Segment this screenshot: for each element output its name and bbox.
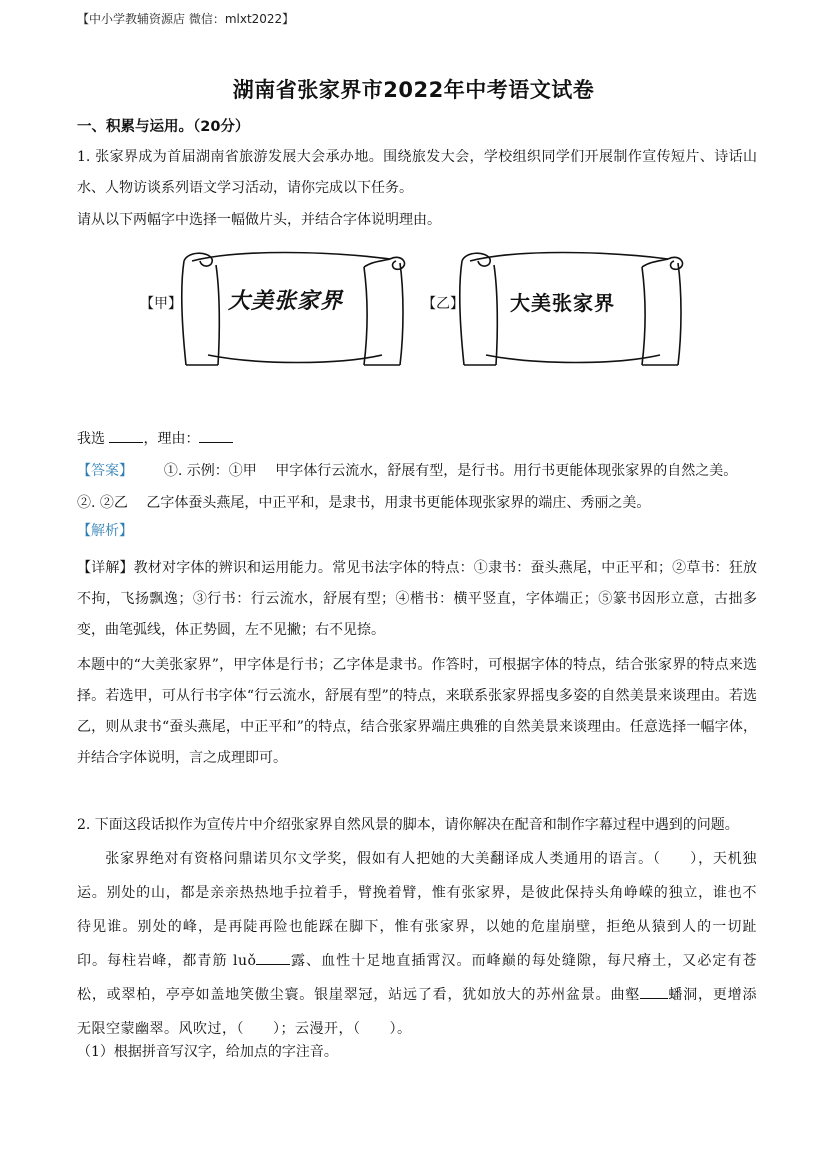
option-yi-label: 【乙】 <box>422 296 464 312</box>
passage-part-b: 露、血性十足地直插霄汉。而峰巅的每处缝隙，每尺瘠土，又必定有苍松，或翠柏，亭亭如盖地笑傲尘寰。银崖翠冠，站远了看，犹如放大的苏州盆景。曲壑 <box>77 953 758 1003</box>
page-header: 【中小学教辅资源店 微信：mlxt2022】 <box>77 12 295 26</box>
answer-line-1: ①. 示例：①甲 甲字体行云流水，舒展有型，是行书。用行书更能体现张家界的自然之美。 <box>163 463 738 479</box>
pinyin-blank[interactable] <box>256 950 290 965</box>
reason-blank[interactable] <box>199 428 233 443</box>
section-heading: 一、积累与运用。（20分） <box>77 119 250 135</box>
word-blank[interactable] <box>640 984 668 999</box>
choose-line <box>77 428 233 448</box>
scroll-jia-text: 大美张家界 <box>228 288 344 314</box>
question-1-instruction: 请从以下两幅字中选择一幅做片头，并结合字体说明理由。 <box>77 212 441 228</box>
detail-text: 教材对字体的辨识和运用能力。常见书法字体的特点：①隶书：蚕头燕尾，中正平和；②草书：狂放不拘，飞扬飘逸；③行书：行云流水，舒展有型；④楷书：横平竖直，字体端正；⑤篆书因形立意，古拙多变，曲笔弧线，体正势圆，左不见撇；右不见捺。 <box>77 560 758 638</box>
option-jia-label: 【甲】 <box>140 296 182 312</box>
exam-title: 湖南省张家界市2022年中考语文试卷 <box>232 78 595 102</box>
analysis-tag: 【解析】 <box>77 523 133 539</box>
choice-blank[interactable] <box>109 428 143 443</box>
reason-prefix: ，理由： <box>143 431 200 447</box>
answer-line-2: ②. ②乙 乙字体蚕头燕尾，中正平和，是隶书，用隶书更能体现张家界的端庄、秀丽之美。 <box>77 495 651 511</box>
passage-part-a: 张家界绝对有资格问鼎诺贝尔文学奖，假如有人把她的大美翻译成人类通用的语言。（ ），天机独运。别处的山，都是亲亲热热地手拉着手，臂挽着臂，惟有张家界，是彼此保持头角峥嵘的独立，谁也不待见谁。别处的峰，是再陡再险也能踩在脚下，惟有张家界，以她的危崖崩壁，拒绝从猿到人的一切趾印。每柱岩峰，都青筋 luǒ <box>77 851 757 969</box>
question-1-stem: 1. 张家界成为首届湖南省旅游发展大会承办地。围绕旅发大会，学校组织同学们开展制作宣传短片、诗话山水、人物访谈系列语文学习活动，请你完成以下任务。 <box>77 149 757 196</box>
answer-tag: 【答案】 <box>77 463 133 479</box>
question-2-passage <box>77 842 757 1046</box>
answer-block <box>77 455 757 519</box>
question-2-stem: 2. 下面这段话拟作为宣传片中介绍张家界自然风景的脚本，请你解决在配音和制作字幕过程中遇到的问题。 <box>77 817 739 833</box>
detail-tag: 【详解】 <box>77 560 134 576</box>
sub-question-1: （1）根据拼音写汉字，给加点的字注音。 <box>77 1044 338 1060</box>
detail-paragraph-2: 本题中的“大美张家界”，甲字体是行书；乙字体是隶书。作答时，可根据字体的特点，结合张家界的特点来选择。若选甲，可从行书字体“行云流水，舒展有型”的特点，来联系张家界摇曳多姿的自然美景来谈理由。若选乙，则从隶书“蚕头燕尾，中正平和”的特点，结合张家界端庄典雅的自然美景来谈理由。任意选择一幅字体，并结合字体说明，言之成理即可。 <box>77 657 757 766</box>
detail-paragraph <box>77 553 757 646</box>
passage-part-c: 蟠洞，更增添无限空蒙幽翠。风吹过，（ ）；云漫开，（ ）。 <box>77 987 758 1037</box>
choose-prefix: 我选 <box>77 431 105 447</box>
scroll-yi-text: 大美张家界 <box>510 291 615 315</box>
